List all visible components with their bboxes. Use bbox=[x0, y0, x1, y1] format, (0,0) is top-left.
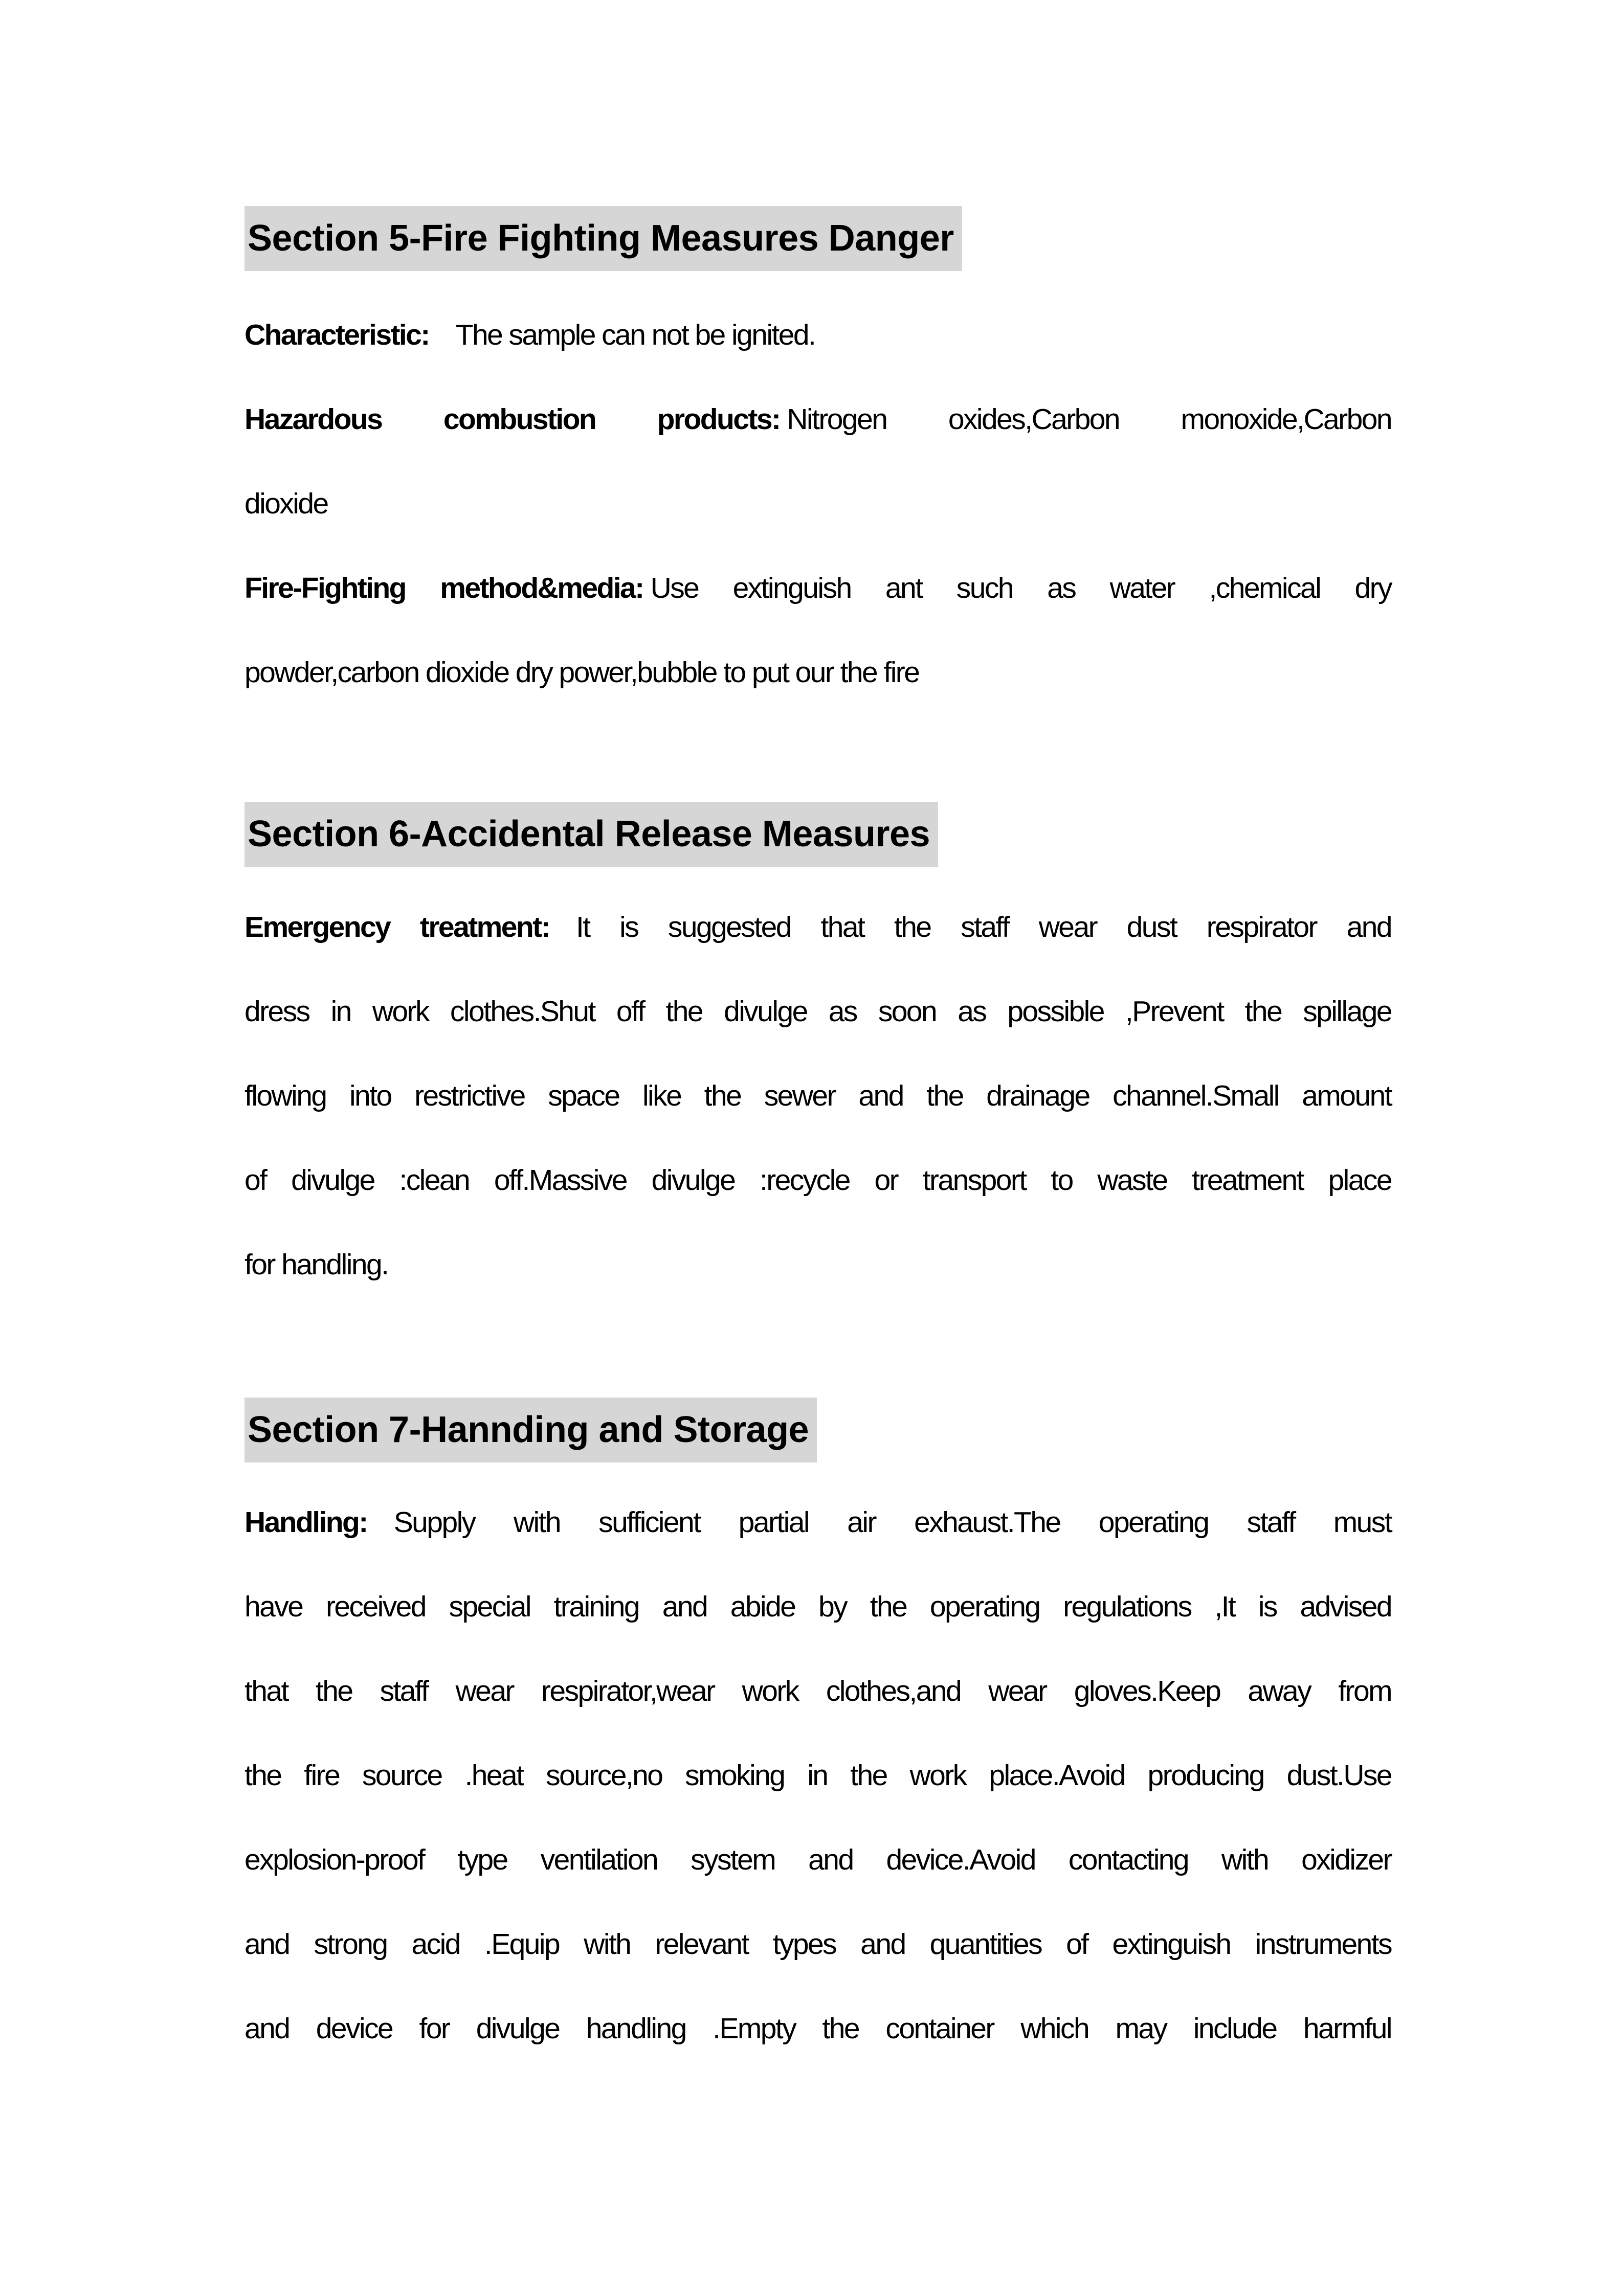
text-line bbox=[244, 486, 1391, 522]
field-text: Supply with sufficient partial air exhaust.The operating staff must bbox=[393, 1506, 1391, 1539]
text-line bbox=[244, 655, 1391, 690]
text-line bbox=[244, 401, 1391, 437]
text-line bbox=[244, 1758, 1391, 1793]
field-label: Emergency treatment: bbox=[244, 911, 549, 943]
text-line bbox=[244, 1589, 1391, 1625]
field-text: that the staff wear respirator,wear work clothes,and wear gloves.Keep away from bbox=[244, 1675, 1391, 1707]
field-text: The sample can not be ignited. bbox=[455, 319, 815, 351]
text-line bbox=[244, 317, 1391, 353]
field-text: Nitrogen oxides,Carbon monoxide,Carbon bbox=[787, 403, 1392, 436]
field-text: have received special training and abide by the operating regulations ,It is advised bbox=[244, 1590, 1391, 1623]
text-line bbox=[244, 2011, 1391, 2046]
field-text: for handling. bbox=[244, 1248, 388, 1281]
section-5-heading: Section 5-Fire Fighting Measures Danger bbox=[244, 206, 962, 271]
text-line bbox=[244, 1673, 1391, 1709]
field-text: It is suggested that the staff wear dust respirator and bbox=[575, 911, 1391, 943]
text-line bbox=[244, 1247, 1391, 1282]
text-line bbox=[244, 994, 1391, 1029]
field-text: Use extinguish ant such as water ,chemical dry bbox=[650, 572, 1391, 604]
text-line bbox=[244, 1162, 1391, 1198]
field-text: and device for divulge handling .Empty the container which may include harmful bbox=[244, 2012, 1391, 2045]
field-label: Characteristic: bbox=[244, 319, 429, 351]
text-line bbox=[244, 909, 1391, 945]
field-text: flowing into restrictive space like the sewer and the drainage channel.Small amount bbox=[244, 1079, 1391, 1112]
field-text: dress in work clothes.Shut off the divulge as soon as possible ,Prevent the spillage bbox=[244, 995, 1391, 1028]
field-label: Hazardous combustion products: bbox=[244, 403, 780, 436]
field-text: dioxide bbox=[244, 487, 328, 520]
text-line bbox=[244, 1078, 1391, 1114]
field-text: and strong acid .Equip with relevant types and quantities of extinguish instruments bbox=[244, 1928, 1391, 1961]
text-line bbox=[244, 1926, 1391, 1962]
field-text: the fire source .heat source,no smoking in the work place.Avoid producing dust.Use bbox=[244, 1759, 1391, 1792]
section-6-heading: Section 6-Accidental Release Measures bbox=[244, 802, 938, 867]
field-text: explosion-proof type ventilation system and device.Avoid contacting with oxidizer bbox=[244, 1843, 1391, 1876]
text-line bbox=[244, 570, 1391, 606]
text-line bbox=[244, 1842, 1391, 1878]
field-label: Fire-Fighting method&media: bbox=[244, 572, 643, 604]
section-7-heading: Section 7-Hannding and Storage bbox=[244, 1398, 817, 1462]
field-text: powder,carbon dioxide dry power,bubble to put our the fire bbox=[244, 656, 919, 689]
field-label: Handling: bbox=[244, 1506, 367, 1539]
text-line bbox=[244, 1504, 1391, 1540]
field-text: of divulge :clean off.Massive divulge :recycle or transport to waste treatment place bbox=[244, 1164, 1391, 1197]
